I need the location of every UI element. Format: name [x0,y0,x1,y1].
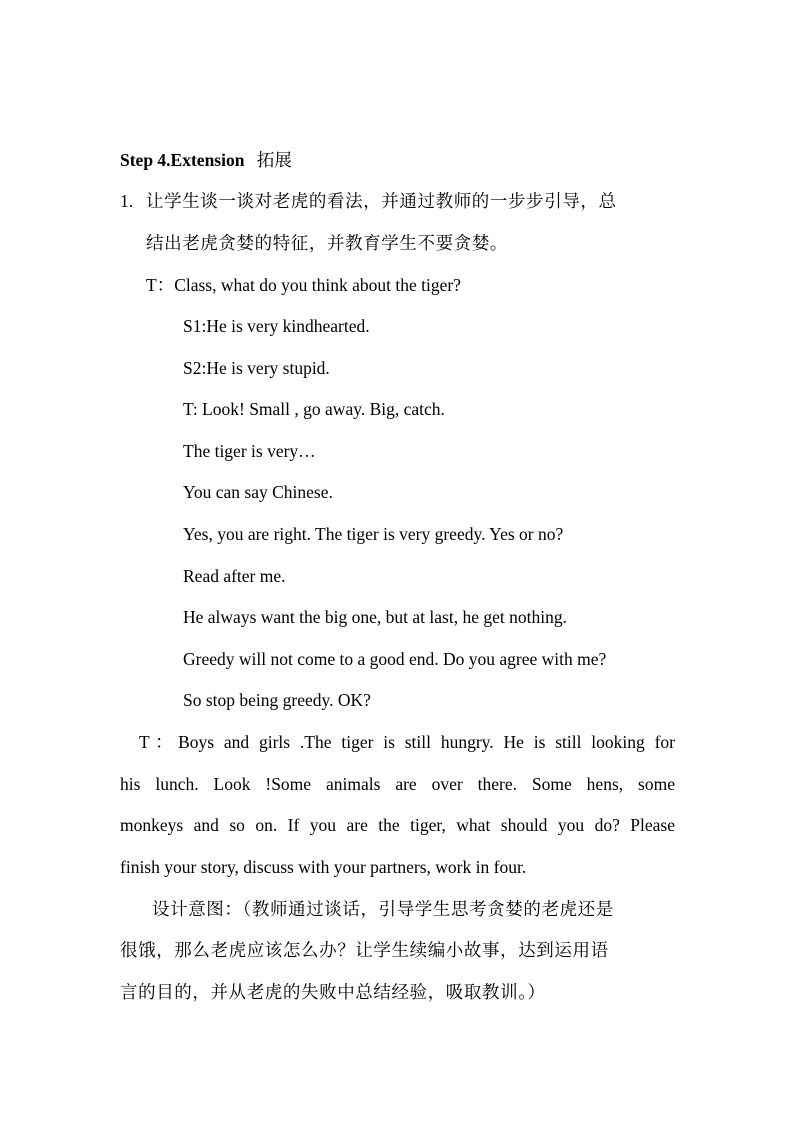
design-intent-line: 言的目的，并从老虎的失败中总结经验，吸取教训。） [120,982,546,1002]
dialogue-line: Yes, you are right. The tiger is very greedy. Yes or no? [183,524,564,544]
item-1-line-1: 让学生谈一谈对老虎的看法，并通过教师的一步步引导，总 [146,191,617,211]
item-1-line-2: 结出老虎贪婪的特征，并教育学生不要贪婪。 [146,233,508,253]
section-heading [120,148,292,172]
dialogue-line: You can say Chinese. [183,482,333,502]
paragraph-line: monkeys and so on. If you are the tiger, what should you do? Please [120,815,675,835]
dialogue-line: Read after me. [183,566,286,586]
dialogue-line: So stop being greedy. OK? [183,690,371,710]
dialogue-line: The tiger is very… [183,441,316,461]
dialogue-line: S1:He is very kindhearted. [183,316,370,336]
heading-english: Step 4.Extension [120,150,245,170]
dialogue-line: S2:He is very stupid. [183,358,330,378]
dialogue-line: He always want the big one, but at last, he get nothing. [183,607,567,627]
dialogue-line: T: Look! Small , go away. Big, catch. [183,399,445,419]
heading-chinese: 拓展 [256,150,292,170]
dialogue-line: Greedy will not come to a good end. Do you agree with me? [183,649,607,669]
paragraph-line: his lunch. Look !Some animals are over there. Some hens, some [120,774,675,794]
paragraph-line: finish your story, discuss with your partners, work in four. [120,857,527,877]
design-intent-line: 很饿，那么老虎应该怎么办？让学生续编小故事，达到运用语 [120,940,609,960]
paragraph-line: T：Boys and girls .The tiger is still hungry. He is still looking for [139,732,675,752]
item-1-number: 1. [120,191,134,211]
dialogue-teacher-question: T：Class, what do you think about the tiger? [146,275,461,295]
design-intent-line: 设计意图：（教师通过谈话，引导学生思考贪婪的老虎还是 [152,899,614,919]
